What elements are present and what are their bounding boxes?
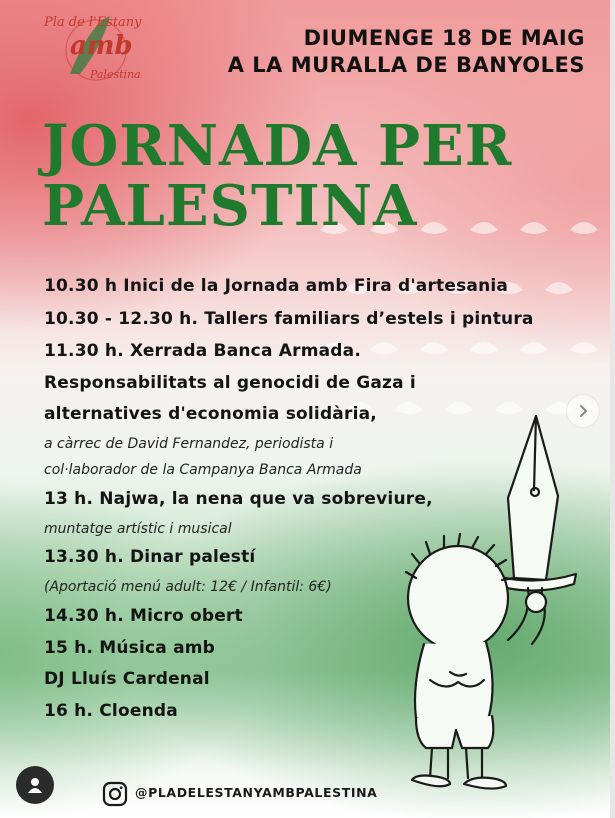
- program-item: 14.30 h. Micro obert: [44, 606, 243, 626]
- program-item: 10.30 - 12.30 h. Tallers familiars d’estels i pintura: [44, 309, 534, 329]
- next-slide-button[interactable]: [566, 394, 600, 428]
- program-item: 13 h. Najwa, la nena que va sobreviure,: [44, 489, 433, 509]
- program-item: alternatives d'economia solidària,: [44, 404, 377, 424]
- program-item: 15 h. Música amb: [44, 638, 216, 658]
- program-item: DJ Lluís Cardenal: [44, 669, 210, 689]
- event-location: A LA MURALLA DE BANYOLES: [227, 53, 585, 77]
- program-item: 13.30 h. Dinar palestí: [44, 547, 256, 567]
- program-item: 16 h. Cloenda: [44, 701, 178, 721]
- event-date: DIUMENGE 18 DE MAIG: [303, 26, 585, 50]
- profile-avatar-button[interactable]: [16, 766, 54, 804]
- viewer-edge: [610, 0, 615, 818]
- program-item: 11.30 h. Xerrada Banca Armada.: [44, 341, 361, 361]
- poster-title-line-2: PALESTINA: [42, 173, 418, 239]
- organization-logo: [40, 4, 152, 88]
- logo-text-top: Pla de l'Estany: [44, 15, 142, 30]
- program-item: Responsabilitats al genocidi de Gaza i: [44, 373, 416, 393]
- handala-figure-illustration: [396, 408, 596, 800]
- logo-text-main: amb: [70, 31, 133, 61]
- program-item: 10.30 h Inici de la Jornada amb Fira d'artesania: [44, 276, 509, 296]
- instagram-icon: [102, 781, 128, 807]
- instagram-handle: @PLADELESTANYAMBPALESTINA: [135, 785, 378, 800]
- poster-title-line-1: JORNADA PER: [42, 113, 513, 179]
- logo-text-bottom: Palestina: [90, 68, 141, 81]
- chevron-right-icon: [576, 404, 590, 418]
- program-note: col·laborador de la Campanya Banca Armada: [44, 462, 362, 478]
- program-note: (Aportació menú adult: 12€ / Infantil: 6€): [44, 579, 332, 595]
- program-note: muntatge artístic i musical: [44, 521, 232, 537]
- program-note: a càrrec de David Fernandez, periodista i: [44, 436, 334, 452]
- user-icon: [25, 775, 45, 795]
